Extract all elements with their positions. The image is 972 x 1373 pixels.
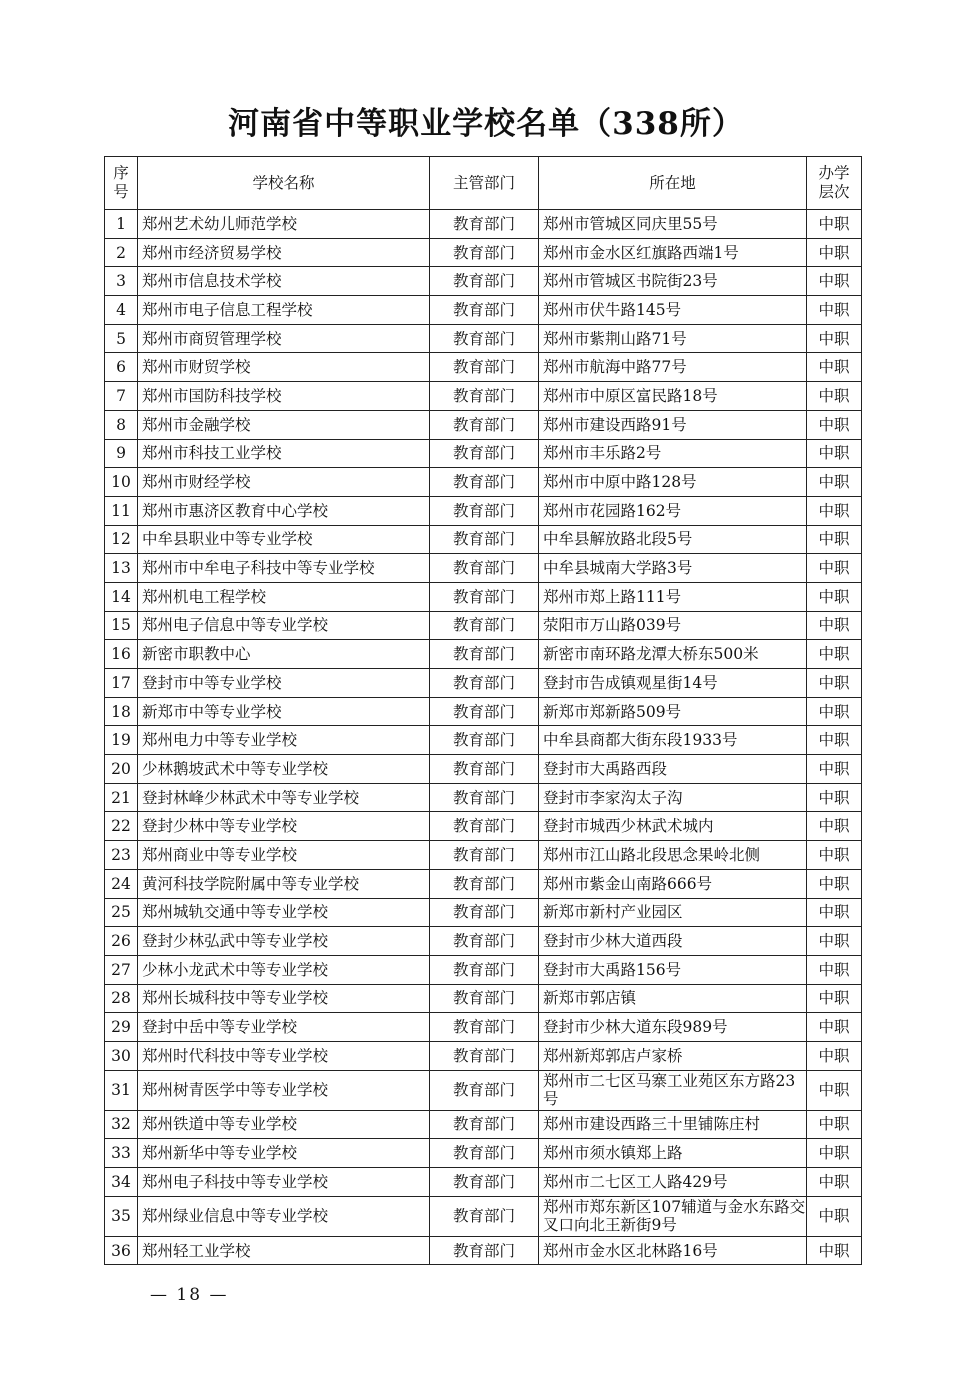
school-name: 郑州市电子信息工程学校	[138, 296, 430, 325]
school-name: 郑州机电工程学校	[138, 582, 430, 611]
table-row	[105, 468, 862, 497]
school-level: 中职	[807, 812, 862, 841]
page-title: 河南省中等职业学校名单（338所）	[228, 106, 744, 142]
school-level: 中职	[807, 1139, 862, 1168]
department: 教育部门	[430, 898, 539, 927]
location: 郑州市建设西路三十里铺陈庄村	[539, 1110, 807, 1139]
department: 教育部门	[430, 955, 539, 984]
row-number: 11	[105, 496, 138, 525]
location: 登封市李家沟太子沟	[539, 783, 807, 812]
row-number: 33	[105, 1139, 138, 1168]
table-row	[105, 496, 862, 525]
school-name: 郑州长城科技中等专业学校	[138, 984, 430, 1013]
table-row	[105, 210, 862, 239]
location: 郑州市伏牛路145号	[539, 296, 807, 325]
location: 郑州市管城区同庆里55号	[539, 210, 807, 239]
table-row	[105, 1110, 862, 1139]
table-row	[105, 296, 862, 325]
school-level: 中职	[807, 439, 862, 468]
school-name: 郑州市财贸学校	[138, 353, 430, 382]
table-header-row	[105, 157, 862, 210]
location: 中牟县解放路北段5号	[539, 525, 807, 554]
table-row	[105, 841, 862, 870]
row-number: 27	[105, 955, 138, 984]
location: 郑州市花园路162号	[539, 496, 807, 525]
table-row	[105, 1013, 862, 1042]
department: 教育部门	[430, 669, 539, 698]
department: 教育部门	[430, 439, 539, 468]
location: 郑州市中原区富民路18号	[539, 382, 807, 411]
school-name: 黄河科技学院附属中等专业学校	[138, 869, 430, 898]
row-number: 26	[105, 927, 138, 956]
school-level: 中职	[807, 525, 862, 554]
table-row	[105, 1196, 862, 1236]
school-name: 郑州时代科技中等专业学校	[138, 1041, 430, 1070]
school-level: 中职	[807, 1041, 862, 1070]
col-header-name: 学校名称	[138, 157, 430, 210]
school-name: 郑州市金融学校	[138, 410, 430, 439]
school-name: 新郑市中等专业学校	[138, 697, 430, 726]
school-level: 中职	[807, 955, 862, 984]
school-name: 郑州市国防科技学校	[138, 382, 430, 411]
department: 教育部门	[430, 267, 539, 296]
department: 教育部门	[430, 324, 539, 353]
school-name: 郑州电力中等专业学校	[138, 726, 430, 755]
row-number: 18	[105, 697, 138, 726]
row-number: 19	[105, 726, 138, 755]
location: 郑州市郑东新区107辅道与金水东路交叉口向北王新街9号	[539, 1196, 807, 1236]
department: 教育部门	[430, 525, 539, 554]
location: 郑州市航海中路77号	[539, 353, 807, 382]
school-name: 郑州市科技工业学校	[138, 439, 430, 468]
department: 教育部门	[430, 755, 539, 784]
table-row	[105, 726, 862, 755]
department: 教育部门	[430, 1041, 539, 1070]
department: 教育部门	[430, 410, 539, 439]
school-name: 中牟县职业中等专业学校	[138, 525, 430, 554]
school-name: 郑州电子科技中等专业学校	[138, 1168, 430, 1197]
row-number: 23	[105, 841, 138, 870]
department: 教育部门	[430, 210, 539, 239]
table-row	[105, 267, 862, 296]
school-level: 中职	[807, 238, 862, 267]
table-row	[105, 1041, 862, 1070]
school-name: 郑州绿业信息中等专业学校	[138, 1196, 430, 1236]
row-number: 22	[105, 812, 138, 841]
location: 郑州新郑郭店卢家桥	[539, 1041, 807, 1070]
school-name: 郑州新华中等专业学校	[138, 1139, 430, 1168]
school-level: 中职	[807, 1196, 862, 1236]
department: 教育部门	[430, 611, 539, 640]
table-row	[105, 955, 862, 984]
school-level: 中职	[807, 382, 862, 411]
school-level: 中职	[807, 496, 862, 525]
table-row	[105, 755, 862, 784]
row-number: 8	[105, 410, 138, 439]
school-name: 郑州市经济贸易学校	[138, 238, 430, 267]
school-name: 郑州树青医学中等专业学校	[138, 1070, 430, 1110]
location: 新郑市新村产业园区	[539, 898, 807, 927]
row-number: 35	[105, 1196, 138, 1236]
school-name: 登封林峰少林武术中等专业学校	[138, 783, 430, 812]
school-level: 中职	[807, 898, 862, 927]
location: 郑州市紫金山南路666号	[539, 869, 807, 898]
col-header-addr: 所在地	[539, 157, 807, 210]
table-row	[105, 382, 862, 411]
row-number: 10	[105, 468, 138, 497]
school-level: 中职	[807, 296, 862, 325]
location: 郑州市二七区工人路429号	[539, 1168, 807, 1197]
location: 登封市大禹路156号	[539, 955, 807, 984]
department: 教育部门	[430, 1168, 539, 1197]
school-level: 中职	[807, 697, 862, 726]
school-name: 郑州艺术幼儿师范学校	[138, 210, 430, 239]
row-number: 32	[105, 1110, 138, 1139]
table-row	[105, 869, 862, 898]
location: 郑州市丰乐路2号	[539, 439, 807, 468]
school-level: 中职	[807, 1070, 862, 1110]
school-level: 中职	[807, 927, 862, 956]
school-name: 少林鹅坡武术中等专业学校	[138, 755, 430, 784]
row-number: 15	[105, 611, 138, 640]
school-level: 中职	[807, 410, 862, 439]
department: 教育部门	[430, 554, 539, 583]
department: 教育部门	[430, 697, 539, 726]
location: 登封市告成镇观星街14号	[539, 669, 807, 698]
table-row	[105, 1070, 862, 1110]
school-table	[104, 156, 862, 1265]
table-row	[105, 611, 862, 640]
school-name: 郑州市商贸管理学校	[138, 324, 430, 353]
school-level: 中职	[807, 841, 862, 870]
location: 郑州市须水镇郑上路	[539, 1139, 807, 1168]
location: 郑州市管城区书院街23号	[539, 267, 807, 296]
department: 教育部门	[430, 296, 539, 325]
school-level: 中职	[807, 267, 862, 296]
school-name: 郑州电子信息中等专业学校	[138, 611, 430, 640]
table-row	[105, 640, 862, 669]
department: 教育部门	[430, 382, 539, 411]
school-name: 郑州市财经学校	[138, 468, 430, 497]
department: 教育部门	[430, 984, 539, 1013]
school-name: 郑州铁道中等专业学校	[138, 1110, 430, 1139]
school-level: 中职	[807, 611, 862, 640]
school-level: 中职	[807, 582, 862, 611]
location: 新密市南环路龙潭大桥东500米	[539, 640, 807, 669]
col-header-level: 办学层次	[807, 157, 862, 210]
school-level: 中职	[807, 324, 862, 353]
location: 郑州市紫荆山路71号	[539, 324, 807, 353]
school-name: 郑州城轨交通中等专业学校	[138, 898, 430, 927]
department: 教育部门	[430, 353, 539, 382]
row-number: 1	[105, 210, 138, 239]
school-level: 中职	[807, 1168, 862, 1197]
school-name: 登封少林弘武中等专业学校	[138, 927, 430, 956]
department: 教育部门	[430, 783, 539, 812]
row-number: 28	[105, 984, 138, 1013]
table-row	[105, 1168, 862, 1197]
row-number: 3	[105, 267, 138, 296]
table-row	[105, 1139, 862, 1168]
school-name: 少林小龙武术中等专业学校	[138, 955, 430, 984]
page-number: — 18 —	[150, 1285, 229, 1305]
table-row	[105, 898, 862, 927]
school-name: 郑州市惠济区教育中心学校	[138, 496, 430, 525]
table-row	[105, 697, 862, 726]
row-number: 7	[105, 382, 138, 411]
school-level: 中职	[807, 1013, 862, 1042]
row-number: 6	[105, 353, 138, 382]
col-header-no: 序号	[105, 157, 138, 210]
row-number: 29	[105, 1013, 138, 1042]
school-name: 郑州市信息技术学校	[138, 267, 430, 296]
location: 郑州市中原中路128号	[539, 468, 807, 497]
department: 教育部门	[430, 1013, 539, 1042]
school-level: 中职	[807, 984, 862, 1013]
row-number: 34	[105, 1168, 138, 1197]
location: 新郑市郑新路509号	[539, 697, 807, 726]
school-level: 中职	[807, 1236, 862, 1265]
table-row	[105, 812, 862, 841]
table-row	[105, 984, 862, 1013]
school-level: 中职	[807, 353, 862, 382]
school-name: 登封少林中等专业学校	[138, 812, 430, 841]
location: 郑州市二七区马寨工业苑区东方路23号	[539, 1070, 807, 1110]
school-level: 中职	[807, 468, 862, 497]
location: 郑州市金水区红旗路西端1号	[539, 238, 807, 267]
row-number: 12	[105, 525, 138, 554]
row-number: 30	[105, 1041, 138, 1070]
row-number: 16	[105, 640, 138, 669]
school-level: 中职	[807, 210, 862, 239]
table-row	[105, 1236, 862, 1265]
table-row	[105, 554, 862, 583]
row-number: 14	[105, 582, 138, 611]
department: 教育部门	[430, 1236, 539, 1265]
school-level: 中职	[807, 640, 862, 669]
table-row	[105, 783, 862, 812]
location: 郑州市建设西路91号	[539, 410, 807, 439]
department: 教育部门	[430, 812, 539, 841]
school-level: 中职	[807, 869, 862, 898]
school-name: 登封中岳中等专业学校	[138, 1013, 430, 1042]
table-row	[105, 927, 862, 956]
row-number: 25	[105, 898, 138, 927]
location: 郑州市金水区北林路16号	[539, 1236, 807, 1265]
row-number: 13	[105, 554, 138, 583]
school-name: 郑州轻工业学校	[138, 1236, 430, 1265]
row-number: 5	[105, 324, 138, 353]
table-row	[105, 669, 862, 698]
table-row	[105, 353, 862, 382]
row-number: 36	[105, 1236, 138, 1265]
school-level: 中职	[807, 755, 862, 784]
department: 教育部门	[430, 1070, 539, 1110]
school-level: 中职	[807, 669, 862, 698]
location: 中牟县商都大街东段1933号	[539, 726, 807, 755]
department: 教育部门	[430, 1196, 539, 1236]
school-level: 中职	[807, 726, 862, 755]
location: 登封市城西少林武术城内	[539, 812, 807, 841]
department: 教育部门	[430, 582, 539, 611]
school-name: 郑州市中牟电子科技中等专业学校	[138, 554, 430, 583]
department: 教育部门	[430, 927, 539, 956]
department: 教育部门	[430, 726, 539, 755]
table-row	[105, 525, 862, 554]
location: 登封市少林大道西段	[539, 927, 807, 956]
school-level: 中职	[807, 1110, 862, 1139]
department: 教育部门	[430, 869, 539, 898]
row-number: 24	[105, 869, 138, 898]
department: 教育部门	[430, 496, 539, 525]
department: 教育部门	[430, 238, 539, 267]
school-level: 中职	[807, 783, 862, 812]
table-row	[105, 410, 862, 439]
school-name: 新密市职教中心	[138, 640, 430, 669]
row-number: 21	[105, 783, 138, 812]
row-number: 4	[105, 296, 138, 325]
col-header-dept: 主管部门	[430, 157, 539, 210]
location: 荥阳市万山路039号	[539, 611, 807, 640]
table-row	[105, 324, 862, 353]
department: 教育部门	[430, 1110, 539, 1139]
row-number: 20	[105, 755, 138, 784]
department: 教育部门	[430, 1139, 539, 1168]
location: 登封市大禹路西段	[539, 755, 807, 784]
row-number: 31	[105, 1070, 138, 1110]
school-name: 郑州商业中等专业学校	[138, 841, 430, 870]
school-level: 中职	[807, 554, 862, 583]
department: 教育部门	[430, 841, 539, 870]
location: 新郑市郭店镇	[539, 984, 807, 1013]
department: 教育部门	[430, 640, 539, 669]
table-row	[105, 582, 862, 611]
school-name: 登封市中等专业学校	[138, 669, 430, 698]
location: 郑州市江山路北段思念果岭北侧	[539, 841, 807, 870]
location: 登封市少林大道东段989号	[539, 1013, 807, 1042]
location: 中牟县城南大学路3号	[539, 554, 807, 583]
department: 教育部门	[430, 468, 539, 497]
table-row	[105, 439, 862, 468]
row-number: 9	[105, 439, 138, 468]
row-number: 2	[105, 238, 138, 267]
location: 郑州市郑上路111号	[539, 582, 807, 611]
row-number: 17	[105, 669, 138, 698]
table-row	[105, 238, 862, 267]
